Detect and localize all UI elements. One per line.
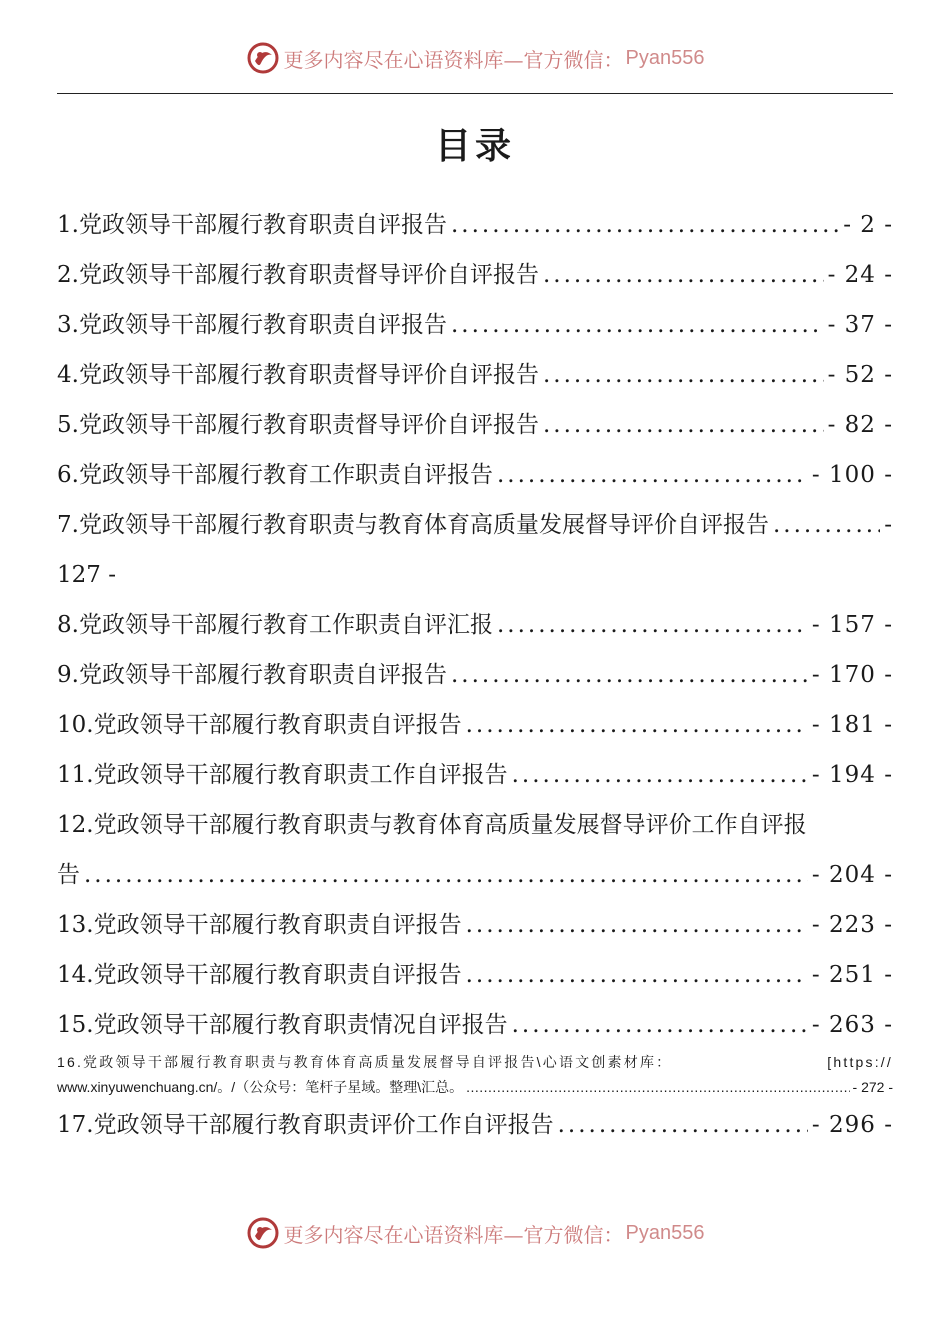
toc-entry-label: 9.党政领导干部履行教育职责自评报告: [57, 662, 447, 688]
toc-entry-7[interactable]: [57, 500, 893, 550]
toc-entry-page: - 194 -: [811, 762, 893, 788]
toc-entry-17[interactable]: [57, 1100, 893, 1150]
toc-entry-label: 11.党政领导干部履行教育职责工作自评报告: [57, 762, 508, 788]
toc-entry-page: - 251 -: [811, 962, 893, 988]
toc-entry-label: 告: [57, 862, 80, 888]
toc-leader-dots: [451, 200, 839, 250]
toc-entry-label: 17.党政领导干部履行教育职责评价工作自评报告: [57, 1112, 554, 1138]
toc-entry-4[interactable]: [57, 350, 893, 400]
swirl-logo-icon: [246, 41, 280, 75]
toc-entry-page: -: [884, 512, 893, 538]
toc-entry-label: 13.党政领导干部履行教育职责自评报告: [57, 912, 462, 938]
toc-entry-7-continuation[interactable]: [57, 550, 893, 600]
toc-entry-11[interactable]: [57, 750, 893, 800]
toc-entry-13[interactable]: [57, 900, 893, 950]
toc-entry-12[interactable]: [57, 800, 893, 850]
toc-entry-page: - 263 -: [811, 1012, 893, 1038]
toc-entry-label: 8.党政领导干部履行教育工作职责自评汇报: [57, 612, 493, 638]
toc-leader-dots: [466, 900, 808, 950]
toc-entry-label: 2.党政领导干部履行教育职责督导评价自评报告: [57, 262, 539, 288]
toc-entry-page: - 296 -: [811, 1112, 893, 1138]
toc-entry-1[interactable]: [57, 200, 893, 250]
toc-entry-10[interactable]: [57, 700, 893, 750]
banner-wechat-id: Pyan556: [625, 46, 705, 69]
toc-leader-dots: [497, 450, 808, 500]
toc-entry-page: - 24 -: [827, 262, 893, 288]
header-banner: [0, 38, 950, 78]
toc-entry-page: - 2 -: [843, 212, 893, 238]
toc-leader-dots: [558, 1100, 808, 1150]
toc-leader-dots: [466, 950, 808, 1000]
toc-entry-label: 15.党政领导干部履行教育职责情况自评报告: [57, 1012, 508, 1038]
toc-leader-dots: [512, 1000, 808, 1050]
toc-entry-16-line-1: [57, 1050, 893, 1075]
toc-entry-3[interactable]: [57, 300, 893, 350]
toc-entry-label: 3.党政领导干部履行教育职责自评报告: [57, 312, 447, 338]
toc-entry-page: - 223 -: [811, 912, 893, 938]
toc-entry-page: - 272 -: [852, 1079, 893, 1095]
toc-entry-label: www.xinyuwenchuang.cn/。/（公众号：笔杆子星域。整理\汇总。: [57, 1079, 464, 1095]
toc-entry-9[interactable]: [57, 650, 893, 700]
toc-entry-page: 127 -: [57, 562, 116, 588]
toc-leader-dots: [497, 600, 808, 650]
toc-entry-label: 16.党政领导干部履行教育职责与教育体育高质量发展督导自评报告\心语文创素材库：: [57, 1054, 673, 1070]
toc-leader-dots: [84, 850, 808, 900]
toc-entry-label: 10.党政领导干部履行教育职责自评报告: [57, 712, 462, 738]
toc-entry-label: 7.党政领导干部履行教育职责与教育体育高质量发展督导评价自评报告: [57, 512, 769, 538]
toc-entry-label: 6.党政领导干部履行教育工作职责自评报告: [57, 462, 493, 488]
table-of-contents: [57, 200, 893, 1150]
toc-entry-page: - 52 -: [827, 362, 893, 388]
toc-entry-page: - 37 -: [827, 312, 893, 338]
toc-entry-page: - 100 -: [811, 462, 893, 488]
toc-entry-label: 5.党政领导干部履行教育职责督导评价自评报告: [57, 412, 539, 438]
toc-leader-dots: [773, 500, 880, 550]
toc-leader-dots: [451, 650, 808, 700]
swirl-logo-icon: [246, 1216, 280, 1250]
toc-entry-6[interactable]: [57, 450, 893, 500]
toc-leader-dots: [543, 350, 824, 400]
toc-entry-14[interactable]: [57, 950, 893, 1000]
toc-entry-label: 12.党政领导干部履行教育职责与教育体育高质量发展督导评价工作自评报: [57, 812, 807, 838]
toc-entry-page: - 204 -: [811, 862, 893, 888]
toc-entry-label: 14.党政领导干部履行教育职责自评报告: [57, 962, 462, 988]
footer-banner: [0, 1213, 950, 1253]
toc-entry-link-prefix: [https://: [827, 1054, 893, 1070]
toc-leader-dots: [466, 700, 808, 750]
toc-leader-dots: [543, 250, 824, 300]
toc-entry-8[interactable]: [57, 600, 893, 650]
toc-entry-5[interactable]: [57, 400, 893, 450]
toc-entry-16-line-2: [57, 1075, 893, 1100]
toc-entry-page: - 181 -: [811, 712, 893, 738]
toc-entry-label: 1.党政领导干部履行教育职责自评报告: [57, 212, 447, 238]
header-divider: [57, 93, 893, 94]
banner-wechat-id: Pyan556: [625, 1221, 705, 1244]
toc-entry-label: 4.党政领导干部履行教育职责督导评价自评报告: [57, 362, 539, 388]
page-title: 目录: [434, 125, 515, 167]
toc-entry-2[interactable]: [57, 250, 893, 300]
toc-entry-page: - 170 -: [811, 662, 893, 688]
toc-leader-dots: [512, 750, 808, 800]
banner-text: 更多内容尽在心语资料库—官方微信：: [283, 1222, 624, 1247]
toc-leader-dots: [466, 1075, 849, 1100]
toc-leader-dots: [451, 300, 824, 350]
toc-entry-page: - 157 -: [811, 612, 893, 638]
toc-entry-12-continuation[interactable]: [57, 850, 893, 900]
toc-entry-16[interactable]: [57, 1050, 893, 1100]
banner-text: 更多内容尽在心语资料库—官方微信：: [283, 47, 624, 72]
toc-entry-page: - 82 -: [827, 412, 893, 438]
toc-entry-15[interactable]: [57, 1000, 893, 1050]
toc-leader-dots: [543, 400, 824, 450]
